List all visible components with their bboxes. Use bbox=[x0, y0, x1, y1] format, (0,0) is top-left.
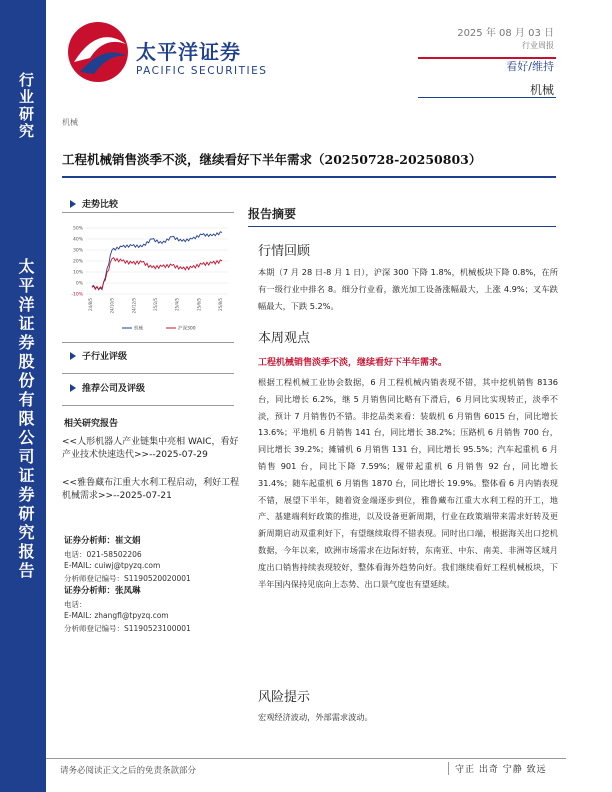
x-tick-label: 25/2/5 bbox=[153, 298, 158, 311]
x-tick-label: 25/8/5 bbox=[218, 298, 223, 311]
analyst-1-phone: 电话：021-58502206 bbox=[64, 550, 142, 559]
triangle-icon bbox=[70, 200, 76, 208]
section-divider bbox=[62, 212, 234, 213]
triangle-icon bbox=[70, 384, 76, 392]
analyst-2-name: 证券分析师：张凤琳 bbox=[64, 586, 141, 596]
rating: 看好/维持 bbox=[506, 60, 554, 73]
header-rule bbox=[418, 97, 556, 98]
analyst-2-phone: 电话： bbox=[64, 600, 87, 609]
weekly-view-heading: 本周观点 bbox=[258, 331, 311, 346]
analyst-2-cert: 分析师登记编号：S1190523100001 bbox=[64, 624, 191, 633]
analyst-1-cert: 分析师登记编号：S1190520020001 bbox=[64, 574, 191, 583]
section-divider bbox=[62, 405, 234, 406]
related-report-1[interactable]: <<人形机器人产业链集中亮相 WAIC，看好产业技术快速迭代>>--2025-07-29 bbox=[62, 437, 239, 460]
page-title: 工程机械销售淡季不淡，继续看好下半年需求（20250728-20250803） bbox=[62, 152, 482, 167]
analyst-2-email[interactable]: E-MAIL: zhangfl@tpyzq.com bbox=[64, 611, 169, 620]
summary-rule bbox=[248, 226, 556, 227]
report-type: 行业周报 bbox=[522, 41, 554, 50]
y-tick-label: 30% bbox=[72, 248, 83, 254]
recommend-section bbox=[62, 381, 145, 394]
sidebar-top-label: 行业研究 bbox=[17, 72, 35, 140]
legend-label: 沪深300 bbox=[178, 326, 196, 332]
x-tick-label: 24/8/5 bbox=[88, 298, 93, 311]
weekly-view-highlight: 工程机械销售淡季不淡，继续看好下半年需求。 bbox=[258, 358, 448, 368]
industry: 机械 bbox=[529, 83, 554, 97]
chart-legend bbox=[122, 325, 196, 332]
trend-section bbox=[62, 197, 118, 210]
analyst-1-email[interactable]: E-MAIL: cuiwj@tpyzq.com bbox=[64, 561, 161, 570]
y-tick-label: 40% bbox=[72, 237, 83, 243]
recommend-label: 推荐公司及评级 bbox=[82, 384, 146, 394]
footer-disclaimer: 请务必阅读正文之后的免责条款部分 bbox=[60, 766, 197, 776]
section-divider bbox=[62, 373, 234, 374]
summary-heading: 报告摘要 bbox=[248, 207, 297, 221]
trend-label: 走势比较 bbox=[82, 200, 119, 210]
footer-rule bbox=[46, 758, 566, 759]
x-tick-label: 25/4/5 bbox=[174, 298, 180, 311]
y-tick-label: -10% bbox=[71, 292, 83, 298]
footer-motto: 守正 出奇 宁静 致远 bbox=[448, 762, 547, 775]
chart-yticks bbox=[71, 226, 83, 298]
trend-chart bbox=[62, 222, 234, 338]
report-date: 2025 年 08 月 03 日 bbox=[457, 28, 554, 39]
y-tick-label: 10% bbox=[72, 270, 83, 276]
x-tick-label: 24/10/5 bbox=[109, 298, 115, 314]
risk-text: 宏观经济波动，外部需求波动。 bbox=[258, 712, 373, 722]
logo-cn: 太平洋证券 bbox=[136, 40, 241, 64]
y-tick-label: 0% bbox=[75, 281, 83, 287]
section-divider bbox=[62, 342, 234, 343]
breadcrumb: 机械 bbox=[62, 118, 78, 127]
legend-label: 机械 bbox=[134, 326, 143, 332]
sub-rating-label: 子行业评级 bbox=[82, 352, 128, 362]
y-tick-label: 50% bbox=[72, 226, 83, 232]
chart-xticks bbox=[88, 298, 223, 314]
risk-heading: 风险提示 bbox=[258, 690, 311, 705]
x-tick-label: 24/12/5 bbox=[131, 298, 137, 314]
x-tick-label: 25/6/5 bbox=[196, 298, 202, 311]
triangle-icon bbox=[70, 352, 76, 360]
weekly-view-text: 根据工程机械工业协会数据，6 月工程机械内销表现不错，其中挖机销售 8136 台，同比增长 6.2%，继 5 月销售同比略有下滑后，6 月同比实现转正，淡季不淡，预计 7 月销售仍不错。非挖品类来看：装载机 6 月销售 6015 台，同比增长 13.6%；平地机 6 月销售 141 台，同比增长 38.2%；压路机 6 月销售 700 台，同比增长 39.2%；摊铺机 6 月销售 131 台，同比增长 95.5%；汽车起重机 6 月销售 901 台，同比下降 7.59%；履带起重机 6 月销售 92 台，同比增长 31.4%；随车起重机 6 月销售 1870 台，同比增长 19.9%。整体看 6 月内销表现不错，展望下半年，随着资金端逐步到位，雅鲁藏布江重大水利工程的开工，地产、基建端利好政策的推进，以及设备更新周期，行业在政策端带来需求好转及更新周期启动双重利好下，有望继续取得不错表现。同时出口端，根据海关出口挖机数据，今年以来，欧洲市场需求在边际好转，东南亚、中东、南美、非洲等区域月度出口销售持续表现较好，整体看海外趋势向好。我们继续看好工程机械板块，下半年国内保持见底向上态势、出口景气度也有望延续。 bbox=[258, 377, 558, 589]
sub-rating-section bbox=[62, 349, 127, 362]
market-review-heading: 行情回顾 bbox=[258, 244, 311, 259]
related-report-2[interactable]: <<雅鲁藏布江重大水利工程启动，利好工程机械需求>>--2025-07-21 bbox=[62, 478, 240, 501]
analyst-1-name: 证券分析师：崔文娟 bbox=[64, 536, 141, 546]
sidebar-bottom-label: 太平洋证券股份有限公司证券研究报告 bbox=[16, 258, 35, 581]
logo-en: PACIFIC SECURITIES bbox=[136, 65, 268, 77]
title-rule bbox=[62, 176, 556, 178]
sidebar bbox=[0, 0, 46, 792]
y-tick-label: 20% bbox=[72, 259, 83, 265]
series-line-2 bbox=[92, 258, 222, 290]
market-review-text: 本期（7 月 28 日-8 月 1 日），沪深 300 下降 1.8%，机械板块下降 0.8%，在所有一级行业中排名 8。细分行业看，激光加工设备涨幅最大，上涨 4.9%；叉车跌幅最大，下跌 5.2%。 bbox=[258, 267, 558, 311]
related-title: 相关研究报告 bbox=[64, 419, 119, 429]
chart-grid bbox=[86, 228, 228, 294]
